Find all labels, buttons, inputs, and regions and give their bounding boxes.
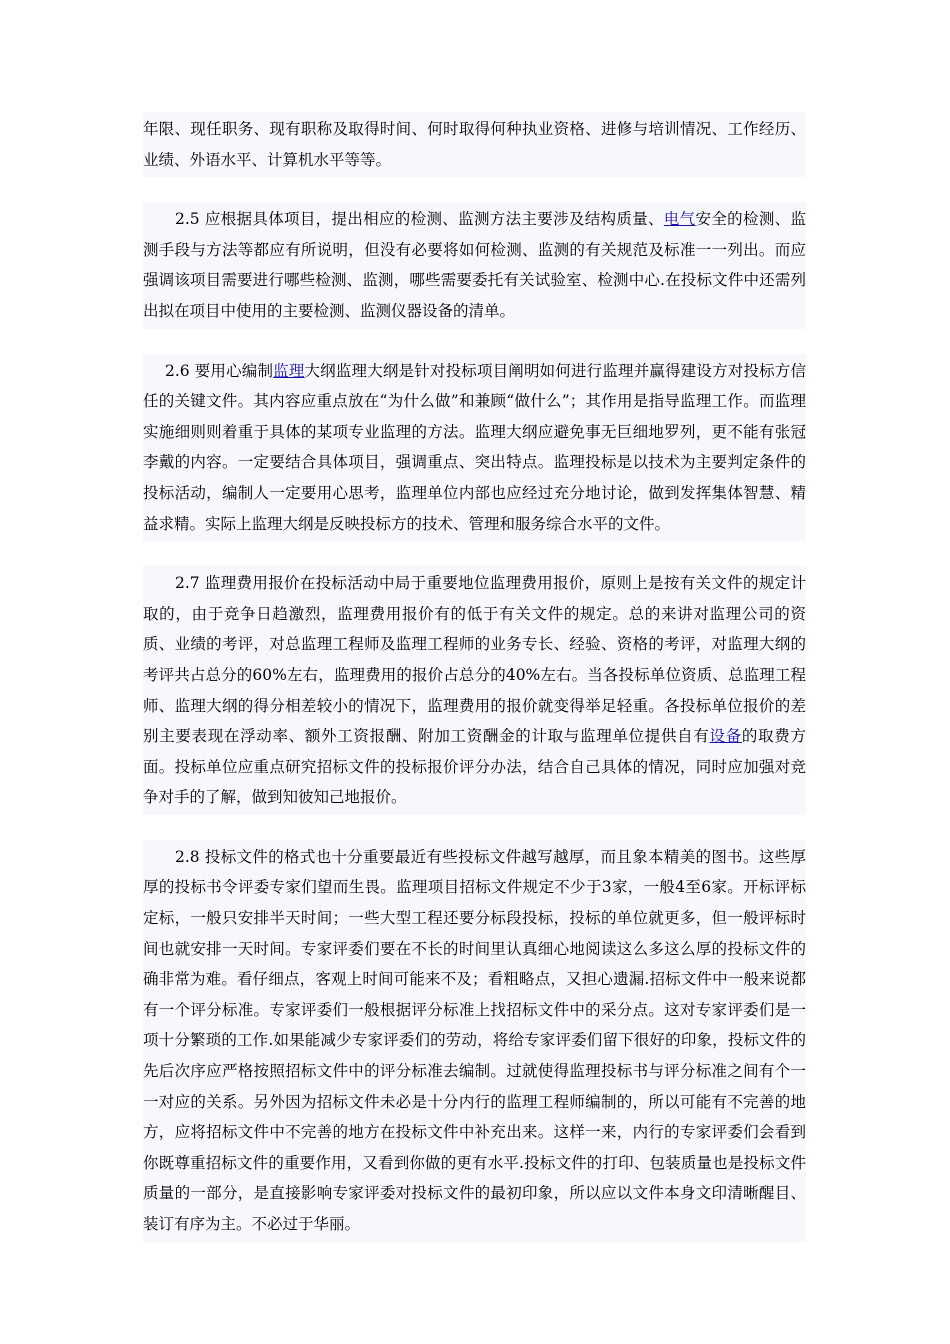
link-equipment[interactable]: 设备 [709, 727, 742, 746]
paragraph-text-after: 的取费方面。投标单位应重点研究招标文件的投标报价评分办法，结合自己具体的情况，同时应加强对竞争对手的了解，做到知彼知己地报价。 [143, 727, 806, 807]
paragraph-2-6-supervision-outline [143, 354, 806, 542]
link-electrical[interactable]: 电气 [663, 210, 696, 229]
paragraph-text: 2.8 投标文件的格式也十分重要最近有些投标文件越写越厚，而且象本精美的图书。这些厚厚的投标书令评委专家们望而生畏。监理项目招标文件规定不少于3家，一般4至6家。开标评标定标，一般只安排半天时间；一些大型工程还要分标段投标，投标的单位就更多，但一般评标时间也就安排一天时间。专家评委们要在不长的时间里认真细心地阅读这么多这么厚的投标文件的确非常为难。看仔细点，客观上时间可能来不及；看粗略点，又担心遗漏.招标文件中一般来说都有一个评分标准。专家评委们一般根据评分标准上找招标文件中的采分点。这对专家评委们是一项十分繁琐的工作.如果能减少专家评委们的劳动，将给专家评委们留下很好的印象，投标文件的先后次序应严格按照招标文件中的评分标准去编制。过就使得监理投标书与评分标准之间有个一一对应的关系。另外因为招标文件未必是十分内行的监理工程师编制的，所以可能有不完善的地方，应将招标文件中不完善的地方在投标文件中补充出来。这样一来，内行的专家评委们会看到你既尊重招标文件的重要作用，又看到你做的更有水平.投标文件的打印、包装质量也是投标文件质量的一部分，是直接影响专家评委对投标文件的最初印象，所以应以文件本身文印清晰醒目、装订有序为主。不必过于华丽。 [143, 847, 806, 1233]
paragraph-text-before: 2.7 监理费用报价在投标活动中局于重要地位监理费用报价，原则上是按有关文件的规定计取的，由于竞争日趋激烈，监理费用报价有的低于有关文件的规定。总的来讲对监理公司的资质、业绩的考评，对总监理工程师及监理工程师的业务专长、经验、资格的考评，对监理大纲的考评共占总分的60%左右，监理费用的报价占总分的40%左右。当各投标单位资质、总监理工程师、监理大纲的得分相差较小的情况下，监理费用的报价就变得举足轻重。各投标单位报价的差别主要表现在浮动率、额外工资报酬、附加工资酬金的计取与监理单位提供自有 [143, 574, 806, 746]
paragraph-qualifications-continued [143, 112, 806, 177]
document-body [143, 112, 806, 1242]
paragraph-text-after: 大纲监理大纲是针对投标项目阐明如何进行监理并赢得建设方对投标方信任的关键文件。其内容应重点放在“为什么做”和兼顾“做什么”；其作用是指导监理工作。而监理实施细则则着重于具体的某项专业监理的方法。监理大纲应避免事无巨细地罗列，更不能有张冠李戴的内容。一定要结合具体项目，强调重点、突出特点。监理投标是以技术为主要判定条件的投标活动，编制人一定要用心思考，监理单位内部也应经过充分地讨论，做到发挥集体智慧、精益求精。实际上监理大纲是反映投标方的技术、管理和服务综合水平的文件。 [143, 361, 806, 533]
paragraph-text-before: 2.5 应根据具体项目，提出相应的检测、监测方法主要涉及结构质量、 [175, 210, 664, 229]
paragraph-2-7-fee-quotation [143, 566, 806, 815]
paragraph-2-8-document-format [143, 840, 806, 1242]
link-supervision[interactable]: 监理 [273, 361, 305, 380]
paragraph-text-before: 2.6 要用心编制 [165, 361, 274, 380]
paragraph-text: 年限、现任职务、现有职称及取得时间、何时取得何种执业资格、进修与培训情况、工作经历、业绩、外语水平、计算机水平等等。 [143, 120, 806, 169]
paragraph-text-after: 安全的检测、监测手段与方法等都应有所说明，但没有必要将如何检测、监测的有关规范及标准一一列出。而应强调该项目需要进行哪些检测、监测，哪些需要委托有关试验室、检测中心.在投标文件中还需列出拟在项目中使用的主要检测、监测仪器设备的清单。 [143, 210, 806, 320]
paragraph-2-5-testing-methods [143, 202, 806, 328]
